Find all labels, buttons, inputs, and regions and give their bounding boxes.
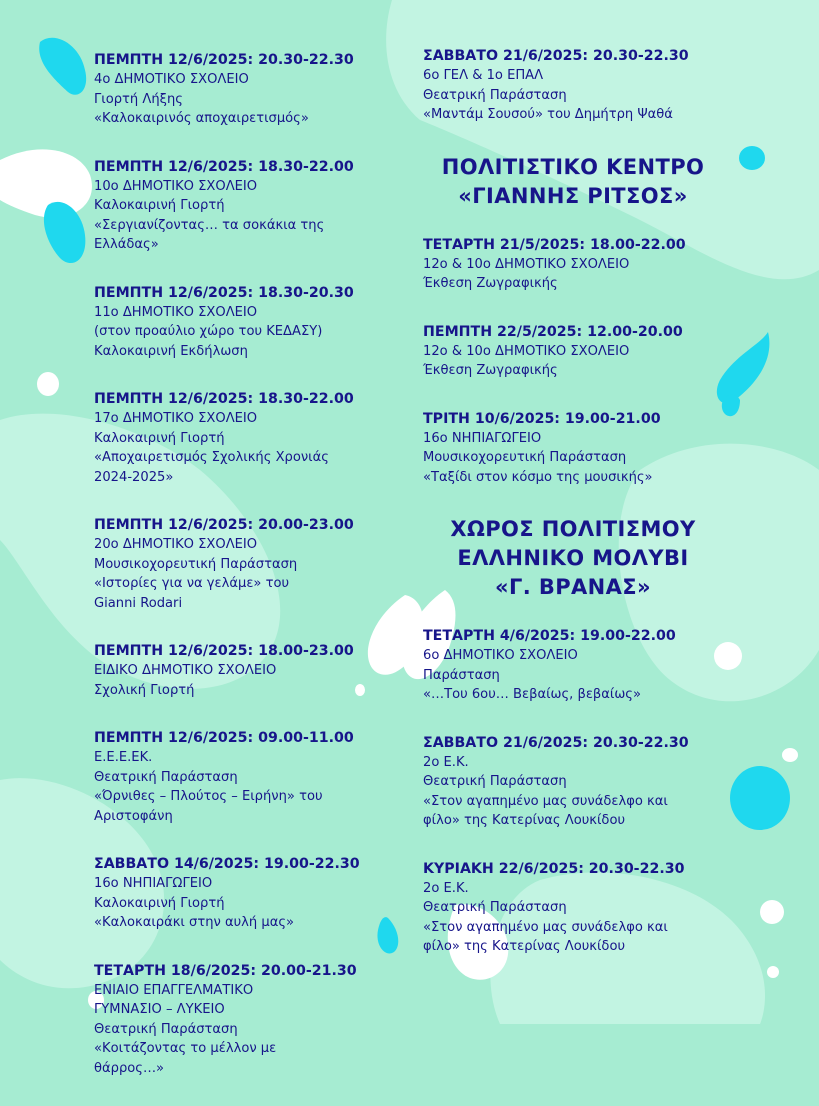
right-column [423, 46, 753, 985]
event-block [94, 515, 394, 613]
event-date: ΣΑΒΒΑΤΟ 21/6/2025: 20.30-22.30 [423, 734, 689, 751]
event-detail-line: 6ο ΔΗΜΟΤΙΚΟ ΣΧΟΛΕΙΟ [423, 648, 578, 663]
event-detail-line: 2ο Ε.Κ. [423, 880, 469, 896]
venue-name-line: ΧΩΡΟΣ ΠΟΛΙΤΙΣΜΟΥ [450, 517, 696, 541]
event-block [94, 389, 394, 487]
event-block [94, 50, 394, 129]
event-detail-line: Έκθεση Ζωγραφικής [423, 276, 558, 291]
event-detail-line: Θεατρική Παράσταση [94, 769, 238, 785]
event-detail-line: «…Του 6ου… Βεβαίως, βεβαίως» [423, 687, 641, 702]
event-detail-line: 2024-2025» [94, 469, 174, 485]
venue-name-line: «Γ. ΒΡΑΝΑΣ» [494, 575, 652, 599]
venue-name-line: ΕΛΛΗΝΙΚΟ ΜΟΛΥΒΙ [457, 546, 689, 570]
event-detail-line: Έκθεση Ζωγραφικής [423, 363, 558, 378]
event-block [423, 733, 753, 831]
event-block [423, 409, 753, 488]
event-detail-line: Gianni Rodari [94, 595, 183, 611]
event-detail-line: «Κοιτάζοντας το μέλλον με [94, 1041, 277, 1056]
event-detail-line: 2ο Ε.Κ. [423, 754, 469, 770]
event-detail-line: Αριστοφάνη [94, 808, 173, 824]
event-detail-line: 20ο ΔΗΜΟΤΙΚΟ ΣΧΟΛΕΙΟ [94, 537, 258, 552]
event-block [423, 626, 753, 705]
event-detail-line: «Ταξίδι στον κόσμο της μουσικής» [423, 469, 653, 485]
event-block [423, 859, 753, 957]
event-detail-line: 16ο ΝΗΠΙΑΓΩΓΕΙΟ [94, 876, 213, 891]
event-detail-line: Ελλάδας» [94, 237, 159, 252]
event-detail-line: Παράσταση [423, 667, 500, 683]
event-block [423, 322, 753, 381]
left-column [94, 50, 394, 1106]
event-date: ΠΕΜΠΤΗ 12/6/2025: 18.30-20.30 [94, 284, 354, 301]
event-detail-line: θάρρος…» [94, 1060, 165, 1076]
event-detail-line: Καλοκαιρινή Γιορτή [94, 430, 225, 446]
event-detail-line: Μουσικοχορευτική Παράσταση [94, 556, 298, 572]
event-block [423, 235, 753, 294]
event-date: ΠΕΜΠΤΗ 12/6/2025: 18.00-23.00 [94, 643, 354, 659]
event-detail-line: Θεατρική Παράσταση [94, 1021, 238, 1037]
event-detail-line: φίλο» της Κατερίνας Λουκίδου [423, 939, 626, 954]
white-splash-top-left [0, 149, 92, 217]
white-dot [37, 372, 59, 396]
white-dot [760, 900, 784, 924]
white-dot [767, 966, 779, 978]
event-detail-line: 12ο & 10ο ΔΗΜΟΤΙΚΟ ΣΧΟΛΕΙΟ [423, 343, 630, 359]
event-detail-line: Θεατρική Παράσταση [423, 87, 567, 103]
event-date: ΤΕΤΑΡΤΗ 21/5/2025: 18.00-22.00 [423, 236, 686, 253]
event-detail-line: «Σεργιανίζοντας… τα σοκάκια της [94, 217, 325, 233]
event-date: ΣΑΒΒΑΤΟ 21/6/2025: 20.30-22.30 [423, 48, 689, 64]
event-detail-line: Γιορτή Λήξης [94, 91, 183, 107]
event-date: ΤΕΤΑΡΤΗ 4/6/2025: 19.00-22.00 [423, 628, 676, 644]
event-detail-line: Ε.Ε.Ε.ΕΚ. [94, 750, 153, 765]
event-block [94, 641, 394, 700]
event-detail-line: 11ο ΔΗΜΟΤΙΚΟ ΣΧΟΛΕΙΟ [94, 304, 258, 320]
cyan-drop-top-left [39, 38, 86, 95]
event-date: ΠΕΜΠΤΗ 12/6/2025: 20.00-23.00 [94, 517, 354, 533]
event-detail-line: ΕΙΔΙΚΟ ΔΗΜΟΤΙΚΟ ΣΧΟΛΕΙΟ [94, 663, 277, 678]
event-date: ΠΕΜΠΤΗ 12/6/2025: 09.00-11.00 [94, 730, 354, 746]
event-detail-line: 10ο ΔΗΜΟΤΙΚΟ ΣΧΟΛΕΙΟ [94, 178, 258, 194]
event-detail-line: Καλοκαιρινή Γιορτή [94, 895, 225, 911]
event-date: ΠΕΜΠΤΗ 12/6/2025: 18.30-22.00 [94, 391, 354, 407]
event-detail-line: «Καλοκαιρινός αποχαιρετισμός» [94, 111, 309, 126]
event-date: ΤΕΤΑΡΤΗ 18/6/2025: 20.00-21.30 [94, 962, 357, 979]
event-detail-line: Θεατρική Παράσταση [423, 774, 567, 789]
cyan-drop-left [44, 202, 85, 263]
event-date: ΚΥΡΙΑΚΗ 22/6/2025: 20.30-22.30 [423, 860, 685, 877]
event-block [94, 854, 394, 933]
event-date: ΣΑΒΒΑΤΟ 14/6/2025: 19.00-22.30 [94, 856, 360, 872]
event-detail-line: 4ο ΔΗΜΟΤΙΚΟ ΣΧΟΛΕΙΟ [94, 72, 249, 87]
event-date: ΤΡΙΤΗ 10/6/2025: 19.00-21.00 [423, 410, 661, 427]
event-block [423, 46, 753, 125]
event-detail-line: ΓΥΜΝΑΣΙΟ – ΛΥΚΕΙΟ [94, 1002, 225, 1017]
venue-name-line: ΠΟΛΙΤΙΣΤΙΚΟ ΚΕΝΤΡΟ [441, 154, 705, 179]
venue-title-elliniko-molyvi [423, 515, 723, 602]
event-detail-line: «Μαντάμ Σουσού» του Δημήτρη Ψαθά [423, 107, 673, 122]
event-detail-line: «Ιστορίες για να γελάμε» του [94, 576, 290, 591]
event-block [94, 728, 394, 826]
event-detail-line: «Καλοκαιράκι στην αυλή μας» [94, 915, 295, 930]
event-block [94, 961, 394, 1079]
event-date: ΠΕΜΠΤΗ 22/5/2025: 12.00-20.00 [423, 323, 683, 340]
event-detail-line: «Στον αγαπημένο μας συνάδελφο και [423, 919, 668, 935]
event-detail-line: 16ο ΝΗΠΙΑΓΩΓΕΙΟ [423, 430, 542, 446]
event-detail-line: Θεατρική Παράσταση [423, 900, 567, 915]
event-detail-line: «Όρνιθες – Πλούτος – Ειρήνη» του [94, 789, 323, 804]
event-detail-line: 17ο ΔΗΜΟΤΙΚΟ ΣΧΟΛΕΙΟ [94, 411, 258, 426]
venue-name-line: «ΓΙΑΝΝΗΣ ΡΙΤΣΟΣ» [458, 183, 688, 208]
event-detail-line: ΕΝΙΑΙΟ ΕΠΑΓΓΕΛΜΑΤΙΚΟ [94, 982, 254, 998]
venue-title-giannis-ritsos [423, 153, 723, 211]
event-date: ΠΕΜΠΤΗ 12/6/2025: 20.30-22.30 [94, 52, 354, 68]
event-date: ΠΕΜΠΤΗ 12/6/2025: 18.30-22.00 [94, 158, 354, 175]
event-detail-line: Μουσικοχορευτική Παράσταση [423, 450, 627, 465]
event-detail-line: (στον προαύλιο χώρο του ΚΕΔΑΣΥ) [94, 324, 323, 339]
event-block [94, 283, 394, 362]
event-detail-line: φίλο» της Κατερίνας Λουκίδου [423, 813, 626, 828]
event-detail-line: 6ο ΓΕΛ & 1ο ΕΠΑΛ [423, 68, 544, 83]
event-detail-line: Καλοκαιρινή Γιορτή [94, 198, 225, 213]
white-dot [782, 748, 798, 762]
event-detail-line: «Αποχαιρετισμός Σχολικής Χρονιάς [94, 450, 329, 465]
event-detail-line: Καλοκαιρινή Εκδήλωση [94, 343, 248, 359]
event-detail-line: 12ο & 10ο ΔΗΜΟΤΙΚΟ ΣΧΟΛΕΙΟ [423, 256, 630, 272]
event-detail-line: Σχολική Γιορτή [94, 682, 195, 698]
event-block [94, 157, 394, 255]
event-detail-line: «Στον αγαπημένο μας συνάδελφο και [423, 793, 668, 809]
